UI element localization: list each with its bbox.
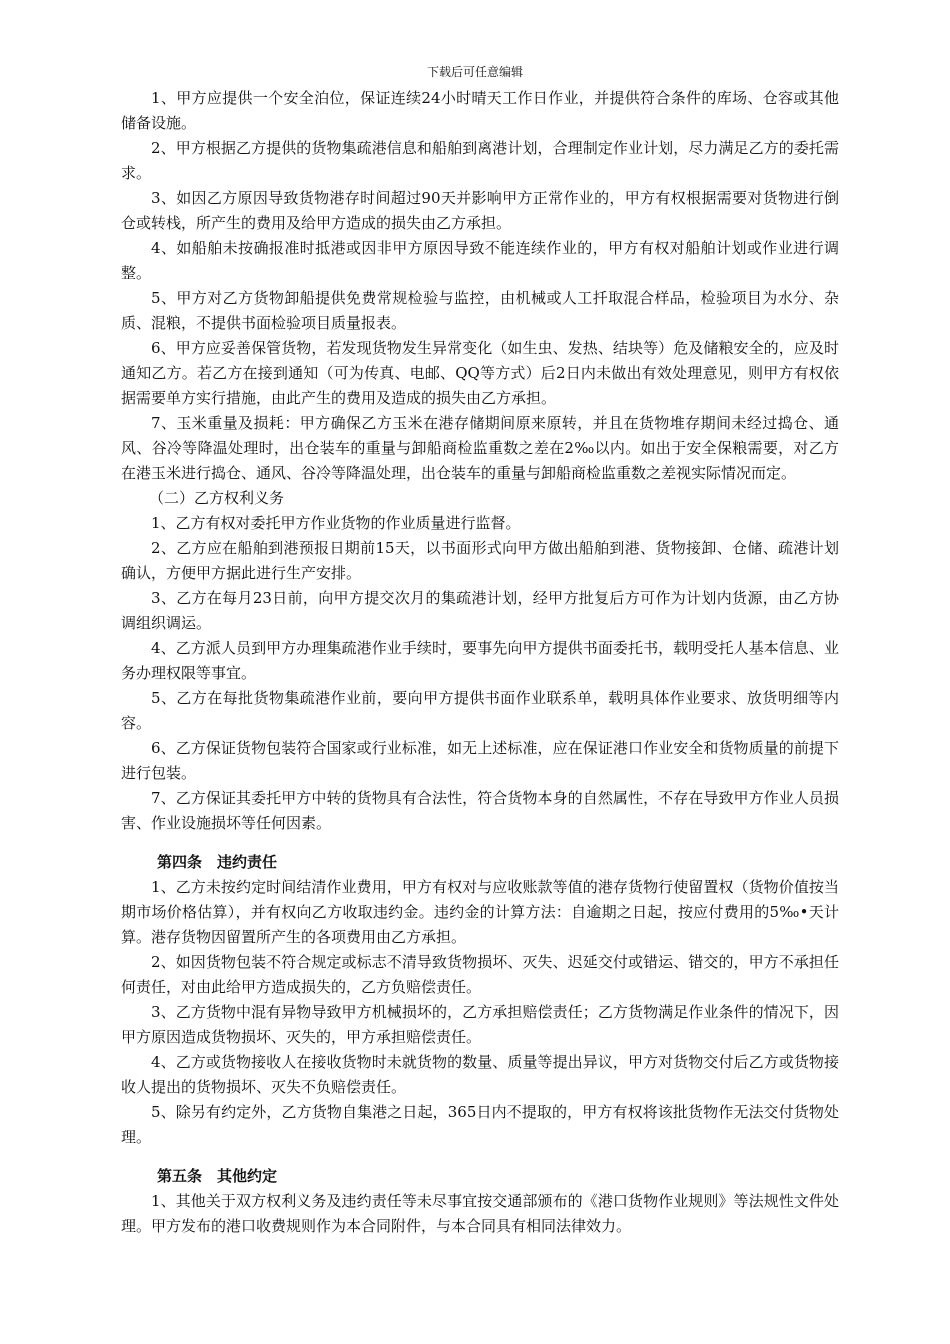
- party-b-clause-5: 5、乙方在每批货物集疏港作业前，要向甲方提供书面作业联系单，载明具体作业要求、放货明细等内容。: [121, 689, 839, 732]
- party-a-clause-6: 6、甲方应妥善保管货物，若发现货物发生异常变化（如生虫、发热、结块等）危及储粮安全的，应及时通知乙方。若乙方在接到通知（可为传真、电邮、QQ等方式）后2日内未做出有效处理意见，则甲方有权依据需要单方实行措施，由此产生的费用及造成的损失由乙方承担。: [121, 339, 839, 407]
- article-4-heading: 第四条 违约责任: [157, 853, 278, 871]
- party-b-clause-4: 4、乙方派人员到甲方办理集疏港作业手续时，要事先向甲方提供书面委托书，载明受托人基本信息、业务办理权限等事宜。: [121, 639, 839, 682]
- party-b-clause-3: 3、乙方在每月23日前，向甲方提交次月的集疏港计划，经甲方批复后方可作为计划内货源，由乙方协调组织调运。: [121, 589, 839, 632]
- party-a-clause-1: 1、甲方应提供一个安全泊位，保证连续24小时晴天工作日作业，并提供符合条件的库场、仓容或其他储备设施。: [121, 89, 839, 132]
- party-a-clause-5: 5、甲方对乙方货物卸船提供免费常规检验与监控，由机械或人工扦取混合样品，检验项目为水分、杂质、混粮，不提供书面检验项目质量报表。: [121, 289, 839, 332]
- article-5-clause-1: 1、其他关于双方权利义务及违约责任等未尽事宜按交通部颁布的《港口货物作业规则》等法规性文件处理。甲方发布的港口收费规则作为本合同附件，与本合同具有相同法律效力。: [121, 1192, 839, 1235]
- party-b-clause-1: 1、乙方有权对委托甲方作业货物的作业质量进行监督。: [151, 514, 521, 532]
- document-body: [121, 86, 839, 1239]
- party-a-clause-2: 2、甲方根据乙方提供的货物集疏港信息和船舶到离港计划，合理制定作业计划，尽力满足乙方的委托需求。: [121, 139, 839, 182]
- article-4-clause-4: 4、乙方或货物接收人在接收货物时未就货物的数量、质量等提出异议，甲方对货物交付后乙方或货物接收人提出的货物损坏、灭失不负赔偿责任。: [121, 1053, 839, 1096]
- party-b-clause-7: 7、乙方保证其委托甲方中转的货物具有合法性，符合货物本身的自然属性，不存在导致甲方作业人员损害、作业设施损坏等任何因素。: [121, 789, 839, 832]
- spacer: [121, 1150, 839, 1164]
- party-a-clause-7: 7、玉米重量及损耗：甲方确保乙方玉米在港存储期间原来原转，并且在货物堆存期间未经过捣仓、通风、谷冷等降温处理时，出仓装车的重量与卸船商检监重数之差在2‰以内。如出于安全保粮需要，对乙方在港玉米进行捣仓、通风、谷冷等降温处理，出仓装车的重量与卸船商检监重数之差视实际情况而定。: [121, 414, 839, 482]
- party-a-clause-3: 3、如因乙方原因导致货物港存时间超过90天并影响甲方正常作业的，甲方有权根据需要对货物进行倒仓或转栈，所产生的费用及给甲方造成的损失由乙方承担。: [121, 189, 839, 232]
- article-4-clause-2: 2、如因货物包装不符合规定或标志不清导致货物损坏、灭失、迟延交付或错运、错交的，甲方不承担任何责任，对由此给甲方造成损失的，乙方负赔偿责任。: [121, 953, 839, 996]
- page-header: 下载后可任意编辑: [426, 65, 523, 79]
- party-b-heading: （二）乙方权利义务: [149, 489, 285, 507]
- article-5-heading: 第五条 其他约定: [157, 1167, 278, 1185]
- spacer: [121, 836, 839, 850]
- article-4-clause-1: 1、乙方未按约定时间结清作业费用，甲方有权对与应收账款等值的港存货物行使留置权（货物价值按当期市场价格估算），并有权向乙方收取违约金。违约金的计算方法：自逾期之日起，按应付费用的5‰•天计算。港存货物因留置所产生的各项费用由乙方承担。: [121, 878, 839, 946]
- party-a-clause-4: 4、如船舶未按确报准时抵港或因非甲方原因导致不能连续作业的，甲方有权对船舶计划或作业进行调整。: [121, 239, 839, 282]
- article-4-clause-3: 3、乙方货物中混有异物导致甲方机械损坏的，乙方承担赔偿责任；乙方货物满足作业条件的情况下，因甲方原因造成货物损坏、灭失的，甲方承担赔偿责任。: [121, 1003, 839, 1046]
- party-b-clause-6: 6、乙方保证货物包装符合国家或行业标准，如无上述标准，应在保证港口作业安全和货物质量的前提下进行包装。: [121, 739, 839, 782]
- party-b-clause-2: 2、乙方应在船舶到港预报日期前15天，以书面形式向甲方做出船舶到港、货物接卸、仓储、疏港计划确认，方便甲方据此进行生产安排。: [121, 539, 839, 582]
- article-4-clause-5: 5、除另有约定外，乙方货物自集港之日起，365日内不提取的，甲方有权将该批货物作无法交付货物处理。: [121, 1103, 839, 1146]
